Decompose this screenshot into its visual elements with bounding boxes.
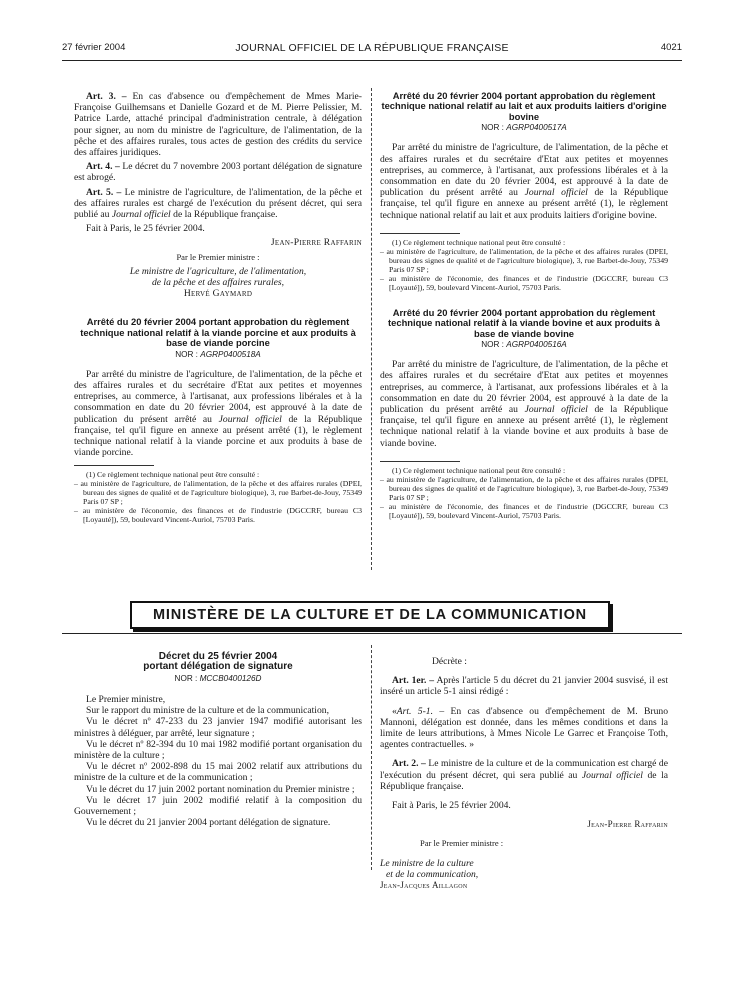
footnote: (1) Ce règlement technique national peut être consulté : – au ministère de l'agriculture, de l'alimentation, de la pêche et des affaires rurales (DPEI, bureau des signes de qualité et de l'agriculture biologique), 3, rue Barbet-de-Jouy, 75349 Paris 07 SP ; – au ministère de l'économie, des finances et de l'industrie (DGCCRF, bureau C3 [Loyauté]), 59, boulevard Vincent-Auriol, 75703 Paris. [380,465,668,520]
decret-title-line-2: portant délégation de signature [143,661,293,673]
visa-line: Vu le décret du 21 janvier 2004 portant délégation de signature. [86,817,331,829]
article-4: Art. 4. – Le décret du 7 novembre 2003 portant délégation de signature est abrogé. [74,161,362,184]
visa-line: Le Premier ministre, [86,694,166,706]
signatory-name: Jean-Pierre Raffarin [587,819,668,830]
minister-title-line-1: Le ministre de l'agriculture, de l'alimentation, [129,265,307,277]
decret-visas [74,694,362,828]
minister-title-line-1: Le ministre de la culture [380,857,474,869]
banner-rule [62,633,682,634]
column-divider-top [371,88,372,570]
left-column-bottom [74,652,362,828]
right-column-bottom [380,656,668,891]
nor-reference: NOR : AGRP0400518A [175,349,261,359]
decret-title-line-1: Décret du 25 février 2004 [158,651,278,662]
par-le-premier-ministre: Par le Premier ministre : [176,251,260,262]
decrete: Décrète : [432,656,467,667]
arrete-viande-bovine [380,308,668,520]
arrete-lait [380,91,668,292]
issue-date: 27 février 2004 [62,42,126,53]
nor-reference: NOR : AGRP0400517A [481,123,567,133]
article-3: Art. 3. – En cas d'absence ou d'empêchement de Mmes Marie-Françoise Guilhemsans et Danielle Gozard et de M. Pierre Pelissier, M. Patrice Larde, attaché principal d'administration centrale, à délégation pour signer, au nom du ministre de l'agriculture, de l'alimentation, de la pêche et des affaires rurales, tous actes de gestion des crédits du service des affaires juridiques. [74,91,362,159]
nor-reference: NOR : AGRP0400516A [481,340,567,350]
fait-a-paris: Fait à Paris, le 25 février 2004. [392,800,511,812]
nor-reference: NOR : MCCB0400126D [174,673,262,683]
header-rule [62,60,682,61]
left-column-top [74,91,362,524]
fait-a-paris: Fait à Paris, le 25 février 2004. [86,223,205,235]
article-1: Art. 1er. – Après l'article 5 du décret du 21 janvier 2004 susvisé, il est inséré un article 5-1 ainsi rédigé : [380,675,668,698]
visa-line: Vu le décret nº 82-394 du 10 mai 1982 modifié portant organisation du ministère de la culture ; [74,738,362,762]
minister-title-line-2: et de la communication, [386,868,479,880]
arrete-body: Par arrêté du ministre de l'agriculture, de l'alimentation, de la pêche et des affaires rurales et du secrétaire d'Etat aux petites et moyennes entreprises, au commerce, à l'artisanat, aux professions libérales et à la consommation en date du 20 février 2004, est approuvé à la date de publication du présent arrêté au Journal officiel de la République française, tel qu'il figure en annexe au présent arrêté (1), le règlement technique national relatif à la viande porcine et aux produits à base de viande porcine. [74,368,363,459]
page-number: 4021 [660,42,682,53]
arrete-body: Par arrêté du ministre de l'agriculture, de l'alimentation, de la pêche et des affaires rurales et du secrétaire d'Etat aux petites et moyennes entreprises, au commerce, à l'artisanat, aux professions libérales et à la consommation en date du 20 février 2004, est approuvé à la date de publication du présent arrêté au Journal officiel de la République française, tel qu'il figure en annexe au présent arrêté (1), le règlement technique national relatif au lait et aux produits laitiers d'origine bovine. [380,142,669,221]
article-5: Art. 5. – Le ministre de l'agriculture, de l'alimentation, de la pêche et des affaires rurales est chargé de l'exécution du présent décret, qui sera publié au Journal officiel de la République française. [74,186,362,221]
column-divider-bottom [371,645,372,870]
visa-line: Vu le décret 17 juin 2002 modifié relatif à la composition du Gouvernement ; [74,794,362,818]
footnote-rule [74,465,154,466]
arrete-body: Par arrêté du ministre de l'agriculture, de l'alimentation, de la pêche et des affaires rurales et du secrétaire d'Etat aux petites et moyennes entreprises, au commerce, à l'artisanat, aux professions libérales et à la consommation en date du 20 février 2004, est approuvé à la date de la publication du présent arrêté au Journal officiel de la République française, tel qu'il figure en annexe au présent arrêté (1), le règlement technique national relatif à la viande bovine et aux produits à base de viande bovine. [380,359,669,449]
footnote: (1) Ce règlement technique national peut être consulté : – au ministère de l'agriculture, de l'alimentation, de la pêche et des affaires rurales (DPEI, bureau des signes de qualité et de l'agriculture biologique), 3, rue Barbet-de-Jouy, 75349 Paris 07 SP ; – au ministère de l'économie, des finances et de l'industrie (DGCCRF, bureau C3 [Loyauté]), 59, boulevard Vincent-Auriol, 75703 Paris. [380,237,668,292]
par-le-premier-ministre: Par le Premier ministre : [420,838,504,849]
arrete-viande-porcine [74,317,362,523]
footnote-rule [380,461,460,462]
right-column-top [380,91,668,520]
minister-name: Jean-Jacques Aillagon [380,880,468,891]
footnote-rule [380,233,460,234]
visa-line: Vu le décret du 17 juin 2002 portant nomination du Premier ministre ; [86,783,355,795]
journal-title: JOURNAL OFFICIEL DE LA RÉPUBLIQUE FRANÇAISE [235,42,509,54]
minister-title-line-2: de la pêche et des affaires rurales, [151,277,285,289]
footnote: (1) Ce règlement technique national peut être consulté : – au ministère de l'agriculture, de l'alimentation, de la pêche et des affaires rurales (DPEI, bureau des signes de qualité et de l'agriculture biologique), 3, rue Barbet-de-Jouy, 75349 Paris 07 SP ; – au ministère de l'économie, des finances et de l'industrie (DGCCRF, bureau C3 [Loyauté]), 59, boulevard Vincent-Auriol, 75703 Paris. [74,469,362,524]
visa-line: Sur le rapport du ministre de la culture et de la communication, [86,705,329,717]
minister-name: Hervé Gaymard [183,288,253,300]
article-5-1: «Art. 5-1. – En cas d'absence ou d'empêchement de M. Bruno Mannoni, délégation est donnée, dans les mêmes conditions et dans la limite de leurs attributions, à Mmes Nicole Le Garrec et Françoise Toth, agentes contractuelles. » [380,705,668,751]
signatory-name: Jean-Pierre Raffarin [270,237,362,249]
visa-line: Vu le décret nº 2002-898 du 15 mai 2002 relatif aux attributions du ministre de la culture et de la communication ; [74,761,362,784]
arrete-title: Arrêté du 20 février 2004 portant approbation du règlement technique national relatif à la viande porcine et aux produits à base de viande porcine [80,316,356,349]
article-2: Art. 2. – Le ministre de la culture et de la communication est chargé de l'exécution du présent décret, qui sera publié au Journal officiel de la République française. [380,758,668,792]
ministry-banner: MINISTÈRE DE LA CULTURE ET DE LA COMMUNICATION [130,601,610,629]
arrete-title: Arrêté du 20 février 2004 portant approbation du règlement technique national relatif à la viande bovine et aux produits à base de viande bovine [388,306,660,339]
visa-line: Vu le décret nº 47-233 du 23 janvier 1947 modifié autorisant les ministres à déléguer, par arrêté, leur signature ; [74,716,362,739]
page-header [62,42,682,56]
arrete-title: Arrêté du 20 février 2004 portant approbation du règlement technique national relatif au lait et aux produits laitiers d'origine bovine [381,90,667,122]
